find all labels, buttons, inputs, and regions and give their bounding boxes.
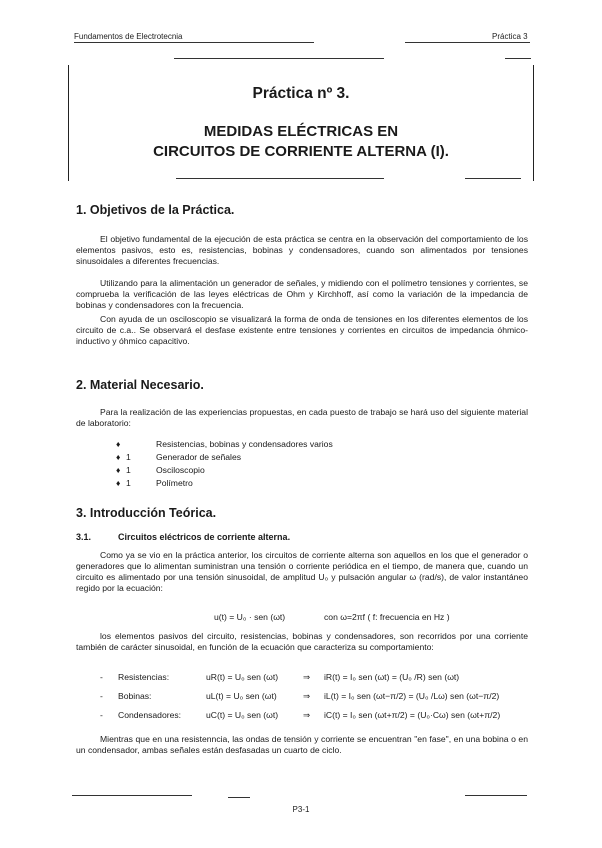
row-arrow: ⇒ bbox=[303, 710, 311, 720]
material-qty-2: 1 bbox=[126, 452, 131, 462]
footer-rule-right bbox=[465, 795, 527, 796]
row-arrow: ⇒ bbox=[303, 691, 311, 701]
material-item-3: Osciloscopio bbox=[156, 465, 205, 475]
title-rule-top bbox=[174, 58, 384, 59]
section-1-heading: 1. Objetivos de la Práctica. bbox=[76, 203, 235, 217]
row-label-condensadores: Condensadores: bbox=[118, 710, 182, 720]
title-rule-bottom bbox=[176, 178, 384, 179]
header-rule-left bbox=[74, 42, 314, 43]
material-bullet: ♦ bbox=[116, 452, 121, 462]
section-3-heading: 3. Introducción Teórica. bbox=[76, 506, 217, 520]
section-3-paragraph-1: Como ya se vio en la práctica anterior, los circuitos de corriente alterna son aquellos en los que el generador o generadores que lo alimentan suministran una tensión o corriente periódica en el tiempo, de manera que, cuando un circuito es alimentado por una tensión sinusoidal, de amplitud U₀ y pulsación angular ω (rad/s), de valor instantáneo regido por la ecuación: bbox=[76, 550, 528, 593]
material-item-4: Polímetro bbox=[156, 478, 193, 488]
title-box bbox=[68, 65, 534, 181]
section-2-intro: Para la realización de las experiencias propuestas, en cada puesto de trabajo se hará uso del siguiente material de laboratorio: bbox=[76, 407, 528, 428]
row-bullet: - bbox=[100, 691, 103, 701]
page-number: P3-1 bbox=[292, 805, 310, 814]
header-left: Fundamentos de Electrotecnia bbox=[74, 32, 183, 41]
row-bullet: - bbox=[100, 710, 103, 720]
material-item-2: Generador de señales bbox=[156, 452, 242, 462]
material-bullet: ♦ bbox=[116, 478, 121, 488]
row-voltage-resistencias: uR(t) = U₀ sen (ωt) bbox=[206, 672, 279, 682]
row-label-resistencias: Resistencias: bbox=[118, 672, 170, 682]
equation-note: con ω=2πf ( f: frecuencia en Hz ) bbox=[324, 612, 450, 622]
section-2-heading: 2. Material Necesario. bbox=[76, 378, 204, 392]
material-bullet: ♦ bbox=[116, 465, 121, 475]
row-current-bobinas: iL(t) = I₀ sen (ωt−π/2) = (U₀ /Lω) sen (ωt−π/2) bbox=[324, 691, 500, 701]
main-title-line2: CIRCUITOS DE CORRIENTE ALTERNA (I). bbox=[153, 143, 449, 160]
footer-rule-left bbox=[72, 795, 192, 796]
material-qty-3: 1 bbox=[126, 465, 131, 475]
subsection-title: Circuitos eléctricos de corriente alterna. bbox=[118, 532, 291, 542]
section-1-paragraph-3: Con ayuda de un osciloscopio se visualizará la forma de onda de tensiones en los diferentes elementos de los circuito de c.a.. Se observará el desfase existente entre tensiones y corrientes en circuitos de impedancia óhmico-inductivo y óhmico capacitivo. bbox=[76, 314, 528, 346]
row-current-condensadores: iC(t) = I₀ sen (ωt+π/2) = (U₀·Cω) sen (ωt+π/2) bbox=[324, 710, 501, 720]
material-item-1: Resistencias, bobinas y condensadores varios bbox=[156, 439, 333, 449]
material-qty-4: 1 bbox=[126, 478, 131, 488]
main-title-line1: MEDIDAS ELÉCTRICAS EN bbox=[203, 123, 399, 140]
row-current-resistencias: iR(t) = I₀ sen (ωt) = (U₀ /R) sen (ωt) bbox=[324, 672, 460, 682]
row-bullet: - bbox=[100, 672, 103, 682]
header-rule-right bbox=[405, 42, 530, 43]
material-bullet: ♦ bbox=[116, 439, 121, 449]
footer-rule-mid bbox=[228, 797, 250, 798]
section-1-paragraph-1: El objetivo fundamental de la ejecución de esta práctica se centra en la observación del comportamiento de los elementos pasivos, esto es, resistencias, bobinas y condensadores, cuando son alimentados por tensiones sinusoidales a diferentes frecuencias. bbox=[76, 234, 528, 266]
row-voltage-condensadores: uC(t) = U₀ sen (ωt) bbox=[206, 710, 279, 720]
row-arrow: ⇒ bbox=[303, 672, 311, 682]
practice-title: Práctica nº 3. bbox=[252, 85, 350, 102]
title-rule-bottom-small bbox=[465, 178, 521, 179]
section-3-paragraph-3: Mientras que en una resistenncia, las ondas de tensión y corriente se encuentran "en fase", en una bobina o en un condensador, ambas señales están desfasadas un cuarto de ciclo. bbox=[76, 734, 528, 755]
header-right: Práctica 3 bbox=[492, 32, 528, 41]
main-equation: u(t) = U₀ · sen (ωt) bbox=[214, 612, 286, 622]
row-voltage-bobinas: uL(t) = U₀ sen (ωt) bbox=[206, 691, 277, 701]
section-1-paragraph-2: Utilizando para la alimentación un generador de señales, y midiendo con el polímetro tensiones y corrientes, se comprueba la verificación de las leyes eléctricas de Ohm y Kirchhoff, así como la variación de la impedancia de bobinas y condensadores con la frecuencia. bbox=[76, 278, 528, 310]
section-3-paragraph-2: los elementos pasivos del circuito, resistencias, bobinas y condensadores, son recorridos por una corriente también de carácter sinusoidal, en función de la ecuación que caracteriza su comportamiento: bbox=[76, 631, 528, 652]
row-label-bobinas: Bobinas: bbox=[118, 691, 152, 701]
title-rule-top-small bbox=[505, 58, 531, 59]
subsection-number: 3.1. bbox=[76, 532, 92, 542]
